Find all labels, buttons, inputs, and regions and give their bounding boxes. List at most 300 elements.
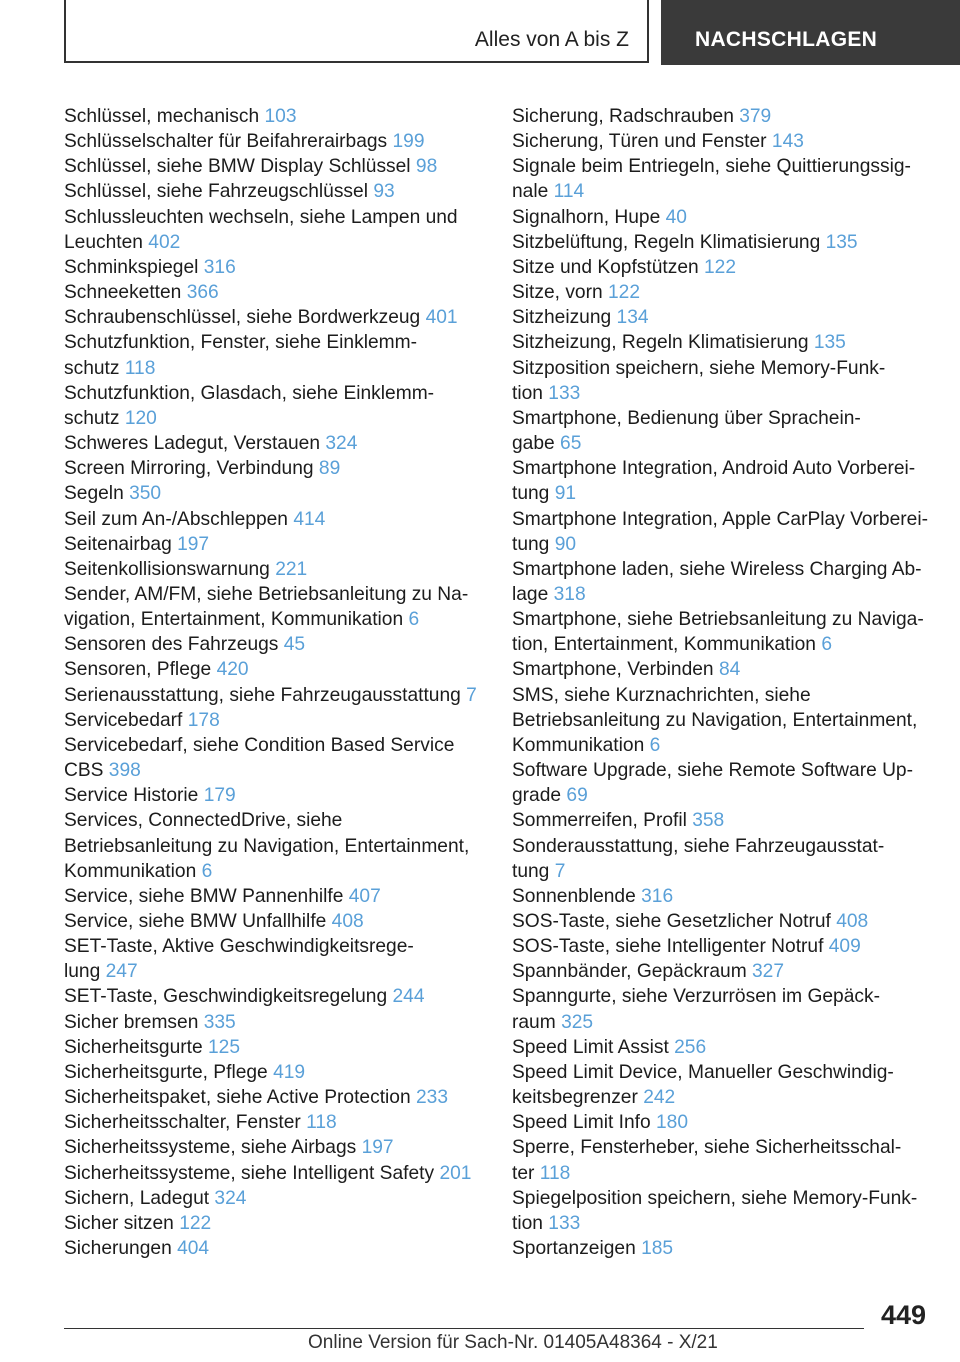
index-entry-line: [64, 1010, 504, 1035]
index-term: SOS-Taste, siehe Gesetzlicher Notruf: [512, 911, 831, 932]
index-entry-line: [64, 356, 504, 381]
index-entry: [64, 984, 504, 1009]
index-entry-line: [64, 104, 504, 129]
index-entry: [512, 683, 937, 758]
index-entry: [64, 1135, 504, 1160]
index-term: Sensoren, Pflege: [64, 659, 212, 681]
index-entry-line: [512, 305, 937, 330]
index-entry: [512, 1186, 937, 1236]
index-entry: [64, 431, 504, 456]
index-entry: [64, 657, 504, 682]
page-reference-link[interactable]: 93: [373, 181, 395, 203]
index-entry-line: [64, 179, 504, 204]
index-term: nale: [512, 181, 549, 203]
index-entry: [64, 532, 504, 557]
index-entry-line: [64, 783, 504, 808]
index-entry: [512, 280, 937, 305]
page-reference-link[interactable]: 134: [616, 307, 649, 329]
index-term: Schutzfunktion, Glasdach, siehe Einklemm-: [64, 382, 435, 404]
index-entry: [512, 205, 937, 230]
page-reference-link[interactable]: 197: [361, 1137, 394, 1159]
index-term: Service Historie: [64, 785, 199, 807]
index-term: Betriebsanleitung zu Navigation, Entertainment,: [64, 835, 470, 857]
index-entry-line: [512, 104, 937, 129]
index-term: Sicher sitzen: [64, 1212, 174, 1234]
index-term: Services, ConnectedDrive, siehe: [64, 810, 343, 832]
index-entry-line: [64, 1211, 504, 1236]
index-entry-line: [64, 456, 504, 481]
index-term: SET-Taste, Aktive Geschwindigkeitsrege-: [64, 936, 414, 958]
page-reference-link[interactable]: 379: [739, 106, 772, 127]
index-term: Sitzbelüftung, Regeln Klimatisierung: [512, 231, 821, 253]
index-term: SMS, siehe Kurznachrichten, siehe: [512, 684, 811, 706]
index-entry: [64, 632, 504, 657]
index-entry: [64, 1186, 504, 1211]
index-entry-line: [64, 859, 504, 884]
index-entry: [512, 330, 937, 355]
index-entry: [64, 305, 504, 330]
index-entry: [64, 154, 504, 179]
index-term: tung: [512, 860, 550, 882]
index-term: keitsbegrenzer: [512, 1087, 638, 1109]
page-reference-link[interactable]: 91: [554, 483, 577, 505]
index-entry-line: [512, 1236, 937, 1261]
index-entry-line: [64, 330, 504, 355]
index-term: Speed Limit Device, Manueller Geschwindig-: [512, 1061, 894, 1083]
page-reference-link[interactable]: 90: [554, 533, 577, 555]
index-entry: [64, 205, 504, 255]
page-reference-link[interactable]: 6: [201, 860, 213, 882]
index-entry: [512, 758, 937, 808]
page-reference-link[interactable]: 133: [548, 1212, 581, 1234]
index-term: Betriebsanleitung zu Navigation, Entertainment,: [512, 709, 918, 731]
index-entry-line: [64, 984, 504, 1009]
index-term: CBS: [64, 760, 104, 782]
index-term: Sicherungen: [64, 1238, 172, 1260]
index-entry: [64, 683, 504, 708]
index-term: schutz: [64, 357, 120, 379]
index-entry-line: [512, 230, 937, 255]
index-term: Sicherheitspaket, siehe Active Protection: [64, 1087, 411, 1109]
page-reference-link[interactable]: 118: [306, 1112, 337, 1134]
page-reference-link[interactable]: 318: [553, 583, 586, 605]
page-reference-link[interactable]: 118: [539, 1162, 571, 1184]
index-term: Sicherheitssysteme, siehe Airbags: [64, 1137, 357, 1159]
header-chapter-title: NACHSCHLAGEN: [695, 28, 878, 51]
index-entry-line: [64, 557, 504, 582]
index-entry: [64, 104, 504, 129]
index-entry-line: [512, 381, 937, 406]
page-reference-link[interactable]: 325: [561, 1011, 594, 1033]
page-reference-link[interactable]: 178: [187, 709, 220, 731]
page-reference-link[interactable]: 408: [331, 911, 364, 932]
page-reference-link[interactable]: 324: [325, 433, 358, 455]
index-entry-line: [512, 733, 937, 758]
index-term: Sitze und Kopfstützen: [512, 256, 699, 278]
page-reference-link[interactable]: 199: [392, 131, 425, 153]
index-term: Sportanzeigen: [512, 1238, 636, 1260]
index-entry-line: [512, 582, 937, 607]
page-reference-link[interactable]: 197: [177, 533, 210, 555]
index-term: raum: [512, 1011, 556, 1033]
index-entry-line: [512, 129, 937, 154]
page-reference-link[interactable]: 366: [186, 282, 219, 304]
page-reference-link[interactable]: 358: [692, 810, 725, 832]
index-term: Sicherheitsgurte: [64, 1036, 203, 1058]
page-reference-link[interactable]: 135: [813, 332, 846, 354]
index-entry-line: [64, 834, 504, 859]
index-term: Sicherung, Türen und Fenster: [512, 131, 767, 153]
header-chapter-box: [661, 0, 960, 65]
index-entry: [64, 330, 504, 380]
page-reference-link[interactable]: 7: [554, 860, 566, 882]
index-entry: [64, 1110, 504, 1135]
index-term: Sperre, Fensterheber, siehe Sicherheitsschal-: [512, 1137, 902, 1159]
index-entry-line: [64, 1110, 504, 1135]
index-entry-line: [512, 456, 937, 481]
index-entry: [512, 104, 937, 129]
index-entry: [64, 179, 504, 204]
index-term: ter: [512, 1162, 535, 1184]
index-term: Schlüssel, siehe BMW Display Schlüssel: [64, 156, 411, 178]
index-entry-line: [64, 909, 504, 934]
page-reference-link[interactable]: 409: [828, 936, 861, 958]
index-entry: [512, 1236, 937, 1261]
page-reference-link[interactable]: 242: [643, 1087, 676, 1109]
page-reference-link[interactable]: 316: [641, 885, 674, 907]
index-column-left: [64, 104, 504, 1261]
index-entry-line: [64, 1186, 504, 1211]
index-entry: [64, 507, 504, 532]
index-entry: [512, 557, 937, 607]
index-term: Schminkspiegel: [64, 256, 199, 278]
index-entry-line: [512, 507, 937, 532]
index-entry-line: [64, 305, 504, 330]
index-entry-line: [512, 884, 937, 909]
index-entry-line: [512, 356, 937, 381]
index-entry-line: [512, 1060, 937, 1085]
index-term: Sitzposition speichern, siehe Memory-Funk-: [512, 357, 886, 379]
index-entry: [64, 1010, 504, 1035]
page-reference-link[interactable]: 143: [771, 131, 804, 153]
index-entry: [512, 934, 937, 959]
page-reference-link[interactable]: 98: [415, 156, 438, 178]
index-term: Leuchten: [64, 231, 143, 253]
index-term: Signale beim Entriegeln, siehe Quittierungssig-: [512, 156, 911, 178]
index-term: SOS-Taste, siehe Intelligenter Notruf: [512, 936, 824, 958]
index-entry: [64, 708, 504, 733]
index-term: lung: [64, 961, 101, 983]
page-reference-link[interactable]: 122: [608, 282, 641, 304]
index-entry: [512, 255, 937, 280]
page-reference-link[interactable]: 89: [318, 458, 341, 480]
page-reference-link[interactable]: 122: [179, 1212, 212, 1234]
index-entry-line: [64, 808, 504, 833]
index-term: Speed Limit Assist: [512, 1036, 669, 1058]
index-entry: [64, 934, 504, 984]
index-entry-line: [64, 708, 504, 733]
index-term: Sitzheizung, Regeln Klimatisierung: [512, 332, 809, 354]
page-reference-link[interactable]: 256: [674, 1036, 707, 1058]
index-term: Smartphone laden, siehe Wireless Charging Ab-: [512, 558, 922, 580]
index-term: Schlüssel, siehe Fahrzeugschlüssel: [64, 181, 368, 203]
index-entry-line: [512, 708, 937, 733]
page-reference-link[interactable]: 6: [649, 734, 661, 756]
index-entry-line: [64, 205, 504, 230]
index-entry-line: [512, 205, 937, 230]
index-entry: [512, 884, 937, 909]
index-term: Sicherheitsschalter, Fenster: [64, 1112, 301, 1134]
index-term: Seil zum An-/Abschleppen: [64, 508, 288, 530]
index-entry-line: [512, 959, 937, 984]
index-term: gabe: [512, 433, 555, 455]
index-term: Sicherheitssysteme, siehe Intelligent Safety: [64, 1162, 435, 1184]
page-reference-link[interactable]: 420: [216, 659, 249, 681]
index-entry: [512, 456, 937, 506]
index-entry-line: [512, 984, 937, 1009]
index-entry-line: [512, 683, 937, 708]
index-entry-line: [512, 1085, 937, 1110]
page-reference-link[interactable]: 402: [148, 231, 181, 253]
page-reference-link[interactable]: 407: [348, 885, 381, 907]
index-entry: [512, 808, 937, 833]
index-entry-line: [64, 1085, 504, 1110]
index-entry-line: [64, 582, 504, 607]
index-entry-line: [512, 406, 937, 431]
page-reference-link[interactable]: 6: [408, 609, 420, 631]
index-entry: [512, 507, 937, 557]
index-term: Servicebedarf, siehe Condition Based Service: [64, 734, 455, 756]
index-entry: [512, 406, 937, 456]
page-reference-link[interactable]: 316: [203, 256, 236, 278]
index-entry: [512, 607, 937, 657]
index-entry-line: [512, 834, 937, 859]
header-section-box: [64, 0, 649, 63]
index-entry: [512, 154, 937, 204]
index-entry-line: [512, 1186, 937, 1211]
index-entry-line: [64, 507, 504, 532]
index-entry: [512, 834, 937, 884]
index-term: Sender, AM/FM, siehe Betriebsanleitung zu Na-: [64, 583, 469, 605]
index-entry-line: [512, 657, 937, 682]
index-entry-line: [64, 154, 504, 179]
page-reference-link[interactable]: 180: [656, 1112, 689, 1134]
index-entry-line: [512, 1035, 937, 1060]
page-reference-link[interactable]: 350: [129, 483, 162, 505]
index-entry: [512, 356, 937, 406]
index-term: Serienausstattung, siehe Fahrzeugausstattung: [64, 684, 461, 706]
index-entry: [512, 1135, 937, 1185]
page-reference-link[interactable]: 6: [821, 634, 832, 656]
index-entry-line: [64, 1060, 504, 1085]
index-term: Schutzfunktion, Fenster, siehe Einklemm-: [64, 332, 417, 354]
page-reference-link[interactable]: 65: [560, 433, 582, 455]
index-term: Spanngurte, siehe Verzurrösen im Gepäck-: [512, 986, 880, 1008]
page-reference-link[interactable]: 114: [553, 181, 585, 203]
page-reference-link[interactable]: 419: [273, 1061, 306, 1083]
index-entry: [64, 381, 504, 431]
page-reference-link[interactable]: 414: [293, 508, 326, 530]
index-term: Smartphone Integration, Apple CarPlay Vorberei-: [512, 508, 928, 530]
index-entry-line: [512, 179, 937, 204]
index-entry: [64, 1060, 504, 1085]
index-term: Spannbänder, Gepäckraum: [512, 961, 747, 983]
index-entry: [64, 255, 504, 280]
index-term: Kommunikation: [512, 734, 645, 756]
page-reference-link[interactable]: 118: [124, 357, 156, 379]
index-entry: [512, 1060, 937, 1110]
index-entry: [64, 884, 504, 909]
index-term: Sichern, Ladegut: [64, 1187, 210, 1209]
index-entry: [64, 1085, 504, 1110]
index-entry-line: [512, 808, 937, 833]
index-entry-line: [64, 934, 504, 959]
index-term: Smartphone, siehe Betriebsanleitung zu Naviga-: [512, 609, 924, 631]
index-entry-line: [512, 154, 937, 179]
index-entry-line: [64, 406, 504, 431]
index-term: tion, Entertainment, Kommunikation: [512, 634, 816, 656]
index-term: Service, siehe BMW Pannenhilfe: [64, 885, 344, 907]
index-entry: [64, 456, 504, 481]
index-term: vigation, Entertainment, Kommunikation: [64, 609, 404, 631]
index-entry-line: [64, 280, 504, 305]
index-term: Sicher bremsen: [64, 1011, 199, 1033]
index-entry: [64, 1161, 504, 1186]
page-reference-link[interactable]: 324: [214, 1187, 247, 1209]
index-entry-line: [512, 280, 937, 305]
page-reference-link[interactable]: 233: [415, 1087, 448, 1109]
index-entry-line: [64, 1161, 504, 1186]
index-entry-line: [64, 1236, 504, 1261]
index-entry: [64, 1035, 504, 1060]
index-term: Smartphone, Bedienung über Sprachein-: [512, 407, 861, 429]
page-reference-link[interactable]: 69: [566, 785, 588, 807]
index-term: Sensoren des Fahrzeugs: [64, 634, 279, 656]
page-reference-link[interactable]: 398: [108, 760, 141, 782]
index-entry-line: [512, 431, 937, 456]
page-reference-link[interactable]: 185: [641, 1238, 674, 1260]
index-entry: [512, 230, 937, 255]
index-entry-line: [512, 934, 937, 959]
index-term: schutz: [64, 407, 120, 429]
index-term: Sicherheitsgurte, Pflege: [64, 1061, 268, 1083]
index-entry: [64, 733, 504, 783]
page-reference-link[interactable]: 103: [264, 106, 297, 127]
index-term: Schlussleuchten wechseln, siehe Lampen und: [64, 206, 458, 228]
index-entry: [512, 1110, 937, 1135]
index-entry-line: [64, 481, 504, 506]
index-entry: [64, 783, 504, 808]
index-term: Servicebedarf: [64, 709, 183, 731]
page-reference-link[interactable]: 7: [466, 684, 477, 706]
index-entry: [64, 557, 504, 582]
index-term: Sitzheizung: [512, 307, 612, 329]
page-reference-link[interactable]: 40: [665, 206, 687, 228]
page-reference-link[interactable]: 120: [124, 407, 157, 429]
page-reference-link[interactable]: 45: [283, 634, 306, 656]
index-entry-line: [512, 783, 937, 808]
index-term: Service, siehe BMW Unfallhilfe: [64, 911, 327, 932]
index-entry-line: [64, 1035, 504, 1060]
index-entry-line: [64, 632, 504, 657]
index-term: Schweres Ladegut, Verstauen: [64, 433, 321, 455]
index-entry-line: [512, 532, 937, 557]
page-reference-link[interactable]: 201: [439, 1162, 472, 1184]
page-reference-link[interactable]: 179: [203, 785, 236, 807]
index-entry-line: [64, 1135, 504, 1160]
index-term: Smartphone, Verbinden: [512, 659, 714, 681]
index-entry-line: [64, 959, 504, 984]
index-entry-line: [512, 330, 937, 355]
index-entry: [512, 1035, 937, 1060]
page-reference-link[interactable]: 133: [548, 382, 581, 404]
index-term: Sonnenblende: [512, 885, 636, 907]
index-entry-line: [64, 683, 504, 708]
index-entry: [512, 959, 937, 984]
index-entry: [512, 984, 937, 1034]
index-entry: [64, 1236, 504, 1261]
index-term: Seitenkollisionswarnung: [64, 558, 270, 580]
page-reference-link[interactable]: 408: [836, 911, 869, 932]
page-reference-link[interactable]: 335: [203, 1011, 236, 1033]
index-entry-line: [512, 859, 937, 884]
index-term: Software Upgrade, siehe Remote Software Up-: [512, 760, 913, 782]
index-entry-line: [64, 758, 504, 783]
page-reference-link[interactable]: 244: [392, 986, 425, 1008]
page-reference-link[interactable]: 84: [718, 659, 741, 681]
index-term: Speed Limit Info: [512, 1112, 651, 1134]
index-term: Spiegelposition speichern, siehe Memory-Funk-: [512, 1187, 918, 1209]
index-entry-line: [64, 532, 504, 557]
index-term: lage: [512, 583, 549, 605]
index-entry-line: [512, 1010, 937, 1035]
index-term: tion: [512, 1212, 543, 1234]
page-reference-link[interactable]: 327: [752, 961, 785, 983]
index-entry: [512, 305, 937, 330]
index-term: Sommerreifen, Profil: [512, 810, 687, 832]
index-entry: [64, 808, 504, 883]
index-term: tung: [512, 533, 550, 555]
index-term: Schraubenschlüssel, siehe Bordwerkzeug: [64, 307, 421, 329]
page-reference-link[interactable]: 247: [105, 961, 138, 983]
index-term: Sicherung, Radschrauben: [512, 106, 734, 127]
index-entry-line: [64, 607, 504, 632]
page-reference-link[interactable]: 221: [275, 558, 308, 580]
page-reference-link[interactable]: 135: [825, 231, 858, 253]
index-entry-line: [512, 1110, 937, 1135]
index-term: grade: [512, 785, 562, 807]
index-entry: [64, 280, 504, 305]
index-term: Smartphone Integration, Android Auto Vorberei-: [512, 458, 916, 480]
index-column-right: [512, 104, 937, 1261]
index-entry-line: [512, 1211, 937, 1236]
index-entry-line: [64, 431, 504, 456]
index-entry-line: [512, 607, 937, 632]
index-entry-line: [512, 632, 937, 657]
page-reference-link[interactable]: 122: [704, 256, 737, 278]
page-reference-link[interactable]: 125: [208, 1036, 241, 1058]
index-term: tung: [512, 483, 550, 505]
header-section-title: Alles von A bis Z: [474, 28, 629, 51]
index-entry: [64, 909, 504, 934]
index-term: Schlüsselschalter für Beifahrerairbags: [64, 131, 388, 153]
index-entry: [64, 582, 504, 632]
index-entry: [64, 1211, 504, 1236]
page-reference-link[interactable]: 401: [425, 307, 458, 329]
index-entry: [512, 657, 937, 682]
index-entry: [512, 909, 937, 934]
page-reference-link[interactable]: 404: [177, 1238, 210, 1260]
